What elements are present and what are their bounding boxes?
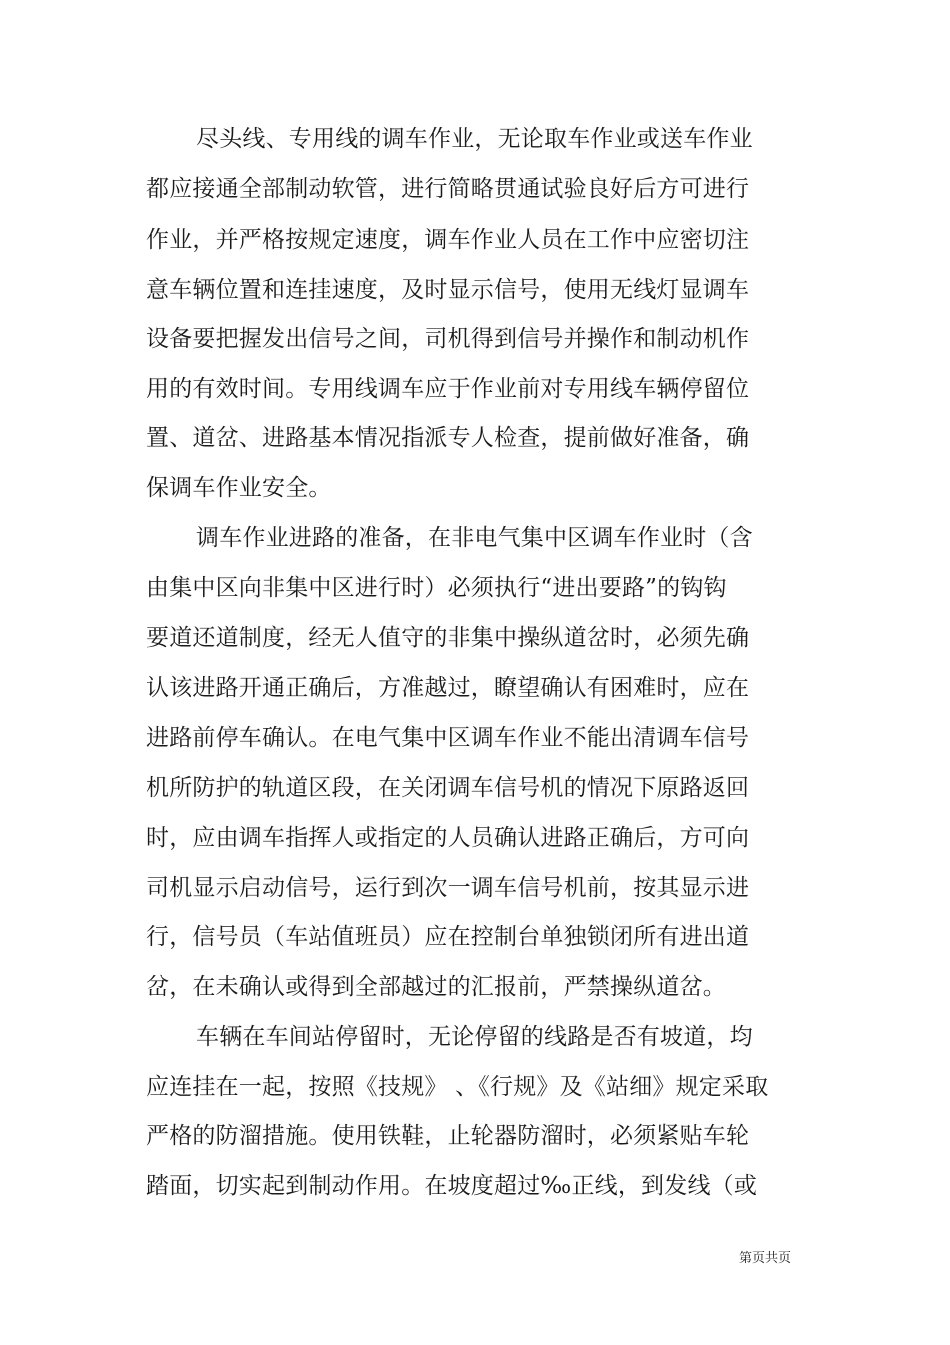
paragraph-2-line-1: 调车作业进路的准备，在非电气集中区调车作业时（含 bbox=[196, 525, 753, 551]
paragraph-3-line-1: 车辆在车间站停留时，无论停留的线路是否有坡道，均 bbox=[196, 1024, 753, 1050]
paragraph-2-line-4: 认该进路开通正确后，方准越过，瞭望确认有困难时，应在 bbox=[146, 675, 750, 701]
paragraph-2-line-9: 行，信号员（车站值班员）应在控制台单独锁闭所有进出道 bbox=[146, 924, 750, 950]
paragraph-2-line-2: 由集中区向非集中区进行时）必须执行“进出要路”的钩钩 bbox=[146, 575, 727, 601]
paragraph-2-line-8: 司机显示启动信号，运行到次一调车信号机前，按其显示进 bbox=[146, 875, 750, 901]
paragraph-2-line-10: 岔，在未确认或得到全部越过的汇报前，严禁操纵道岔。 bbox=[146, 974, 726, 1000]
paragraph-3-line-2: 应连挂在一起，按照《技规》 、《行规》及《站细》规定采取 bbox=[146, 1074, 769, 1100]
paragraph-1-line-6: 用的有效时间。专用线调车应于作业前对专用线车辆停留位 bbox=[146, 376, 750, 402]
page-footer-label: 第页共页 bbox=[739, 1251, 792, 1266]
paragraph-1-line-1: 尽头线、专用线的调车作业，无论取车作业或送车作业 bbox=[196, 126, 753, 152]
paragraph-1-line-3: 作业，并严格按规定速度，调车作业人员在工作中应密切注 bbox=[146, 227, 750, 253]
paragraph-1-line-2: 都应接通全部制动软管，进行简略贯通试验良好后方可进行 bbox=[146, 176, 750, 202]
paragraph-3-line-3: 严格的防溜措施。使用铁鞋，止轮器防溜时，必须紧贴车轮 bbox=[146, 1123, 750, 1149]
paragraph-2-line-5: 进路前停车确认。在电气集中区调车作业不能出清调车信号 bbox=[146, 725, 750, 751]
paragraph-1-line-5: 设备要把握发出信号之间，司机得到信号并操作和制动机作 bbox=[146, 326, 750, 352]
paragraph-1-line-4: 意车辆位置和连挂速度，及时显示信号，使用无线灯显调车 bbox=[146, 277, 750, 303]
paragraph-1-line-7: 置、道岔、进路基本情况指派专人检查，提前做好准备，确 bbox=[146, 425, 750, 451]
paragraph-2-line-6: 机所防护的轨道区段，在关闭调车信号机的情况下原路返回 bbox=[146, 775, 750, 801]
paragraph-2-line-7: 时，应由调车指挥人或指定的人员确认进路正确后，方可向 bbox=[146, 825, 750, 851]
paragraph-3-line-4: 踏面，切实起到制动作用。在坡度超过‰正线，到发线（或 bbox=[146, 1173, 758, 1199]
paragraph-1-line-8: 保调车作业安全。 bbox=[146, 475, 332, 501]
paragraph-2-line-3: 要道还道制度，经无人值守的非集中操纵道岔时，必须先确 bbox=[146, 625, 750, 651]
